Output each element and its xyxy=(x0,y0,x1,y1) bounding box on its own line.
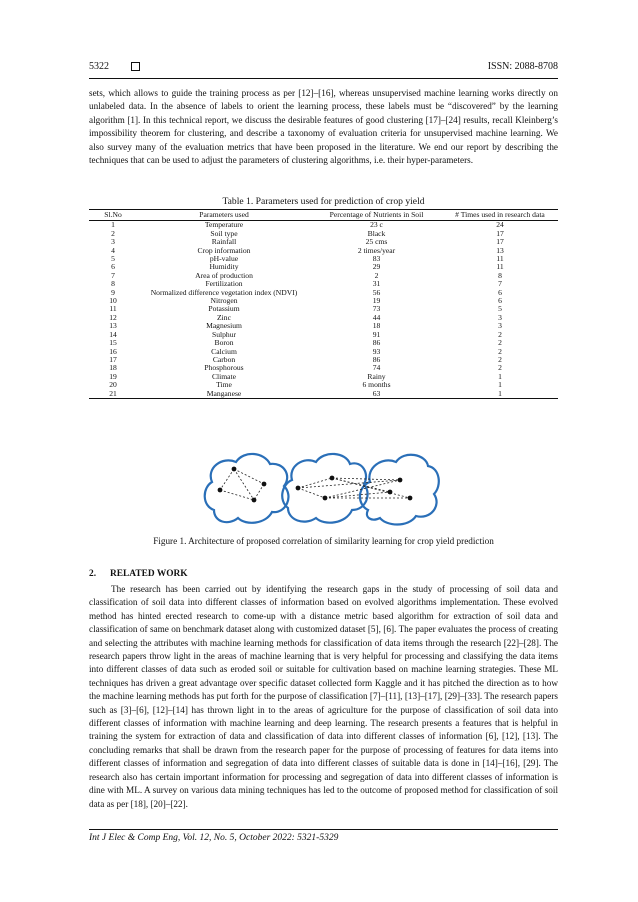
table-cell: 2 xyxy=(498,329,502,339)
cluster-cloud-left xyxy=(205,454,289,523)
data-point xyxy=(232,467,237,472)
table-cell: 5 xyxy=(498,304,502,314)
table-cell: Temperature xyxy=(204,220,244,230)
table-cell: Rainy xyxy=(367,371,386,381)
section-number: 2. xyxy=(89,569,97,579)
table-row xyxy=(89,297,558,305)
column-header: Parameters used xyxy=(137,210,311,221)
table-row xyxy=(89,230,558,238)
table-cell: 91 xyxy=(372,329,381,339)
header-left xyxy=(89,61,140,72)
page-number: 5322 xyxy=(89,60,109,72)
table-cell: 5 xyxy=(111,254,115,264)
table-cell: 74 xyxy=(372,363,381,373)
table-cell: 29 xyxy=(372,262,381,272)
table-cell: 18 xyxy=(372,321,381,331)
table-cell: Black xyxy=(367,228,386,238)
table-cell: Magnesium xyxy=(206,321,242,331)
data-point xyxy=(296,486,301,491)
table-cell: 20 xyxy=(109,380,117,390)
table-cell: 18 xyxy=(109,363,117,373)
table-caption: Table 1. Parameters used for prediction of crop yield xyxy=(222,196,425,207)
table-cell: 25 cms xyxy=(365,237,388,247)
table-cell: 8 xyxy=(111,279,115,289)
table-cell: 2 xyxy=(498,338,502,348)
table-cell: 24 xyxy=(496,220,504,230)
table-cell: 11 xyxy=(109,304,117,314)
cluster-cloud-right xyxy=(360,455,439,525)
table-cell: 1 xyxy=(498,380,502,390)
table-cell: 19 xyxy=(109,371,117,381)
column-header: # Times used in research data xyxy=(442,210,558,221)
table-cell: 13 xyxy=(496,245,504,255)
journal-issn: ISSN: 2088-8708 xyxy=(487,60,558,72)
header-rule xyxy=(89,78,558,79)
table-cell: 11 xyxy=(496,262,504,272)
data-point xyxy=(323,496,328,501)
table-cell: 17 xyxy=(496,237,504,247)
table-cell: Sulphur xyxy=(211,329,237,339)
table-cell: 6 months xyxy=(362,380,391,390)
table-cell: Boron xyxy=(214,338,234,348)
table-cell: Potassium xyxy=(208,304,240,314)
table-row xyxy=(89,348,558,356)
table-cell: Carbon xyxy=(212,354,236,364)
table-cell: 12 xyxy=(109,312,117,322)
table-cell: 86 xyxy=(372,354,381,364)
table-cell: Phosphorous xyxy=(204,363,244,373)
table-row xyxy=(89,305,558,313)
table-cell: Soil type xyxy=(210,228,238,238)
data-point xyxy=(262,482,267,487)
data-points xyxy=(218,467,413,503)
table-cell: 13 xyxy=(109,321,117,331)
data-point xyxy=(330,476,335,481)
table-cell: 21 xyxy=(89,390,137,399)
table-cell: 7 xyxy=(111,270,115,280)
table-cell: 63 xyxy=(311,390,442,399)
table-cell: Humidity xyxy=(209,262,239,272)
related-work-paragraph: The research has been carried out by identifying the research gaps in the study of processing of soil data and classification of soil data into different classes of information based on evolved algorithms implementation. These evolved method has hinted erected research to come-up with a distance metric based algorithm for extraction of soil data and classification of same on benchmark dataset along with customized dataset [5], [6]. The paper evaluates the process of creating and selecting the attributes with machine learning methods for classification of data items through the research [22]–[28]. The research papers throw light in the areas of machine learning that is very helpful for processing and classifying the data items into different classes of data such as eroded soil or suitable for cultivation based on machine learning strategies. These ML techniques has driven a great advantage over specific dataset collected form Kaggle and it has pitched the direction as to how the machine learning methods has put forth for the purpose of classification [7]–[11], [13]–[17], [29]–[33]. The research papers such as [3]–[6], [12]–[14] has thrown light in to the areas of agriculture for the purpose of classification of soil data into different classes of information with machine learning and deep learning. The research presents a features that is helpful in training the system for extraction of data and classification of data into different classes of information [6], [12], [13]. The concluding remarks that shall be drawn from the research paper for the purpose of processing of features for data items into different classes of information and segregation of data into different classes of suitable data is done in [14]–[16], [29]. The research also has certain important information for processing and segregation of data into different classes of information is dine with ML. A survey on various data mining techniques has led to the outcome of proposed method for classification of soil data as per [18], [20]–[22]. xyxy=(89,584,558,809)
table-cell: 2 xyxy=(111,228,115,238)
table-cell: Fertilization xyxy=(205,279,243,289)
table-cell: 2 xyxy=(374,270,379,280)
table-cell: 15 xyxy=(109,338,117,348)
section-heading xyxy=(89,569,188,579)
table-row xyxy=(89,356,558,364)
table-header-row xyxy=(89,210,558,221)
table-cell: 1 xyxy=(442,390,558,399)
table-row xyxy=(89,331,558,339)
data-point xyxy=(388,490,393,495)
table-cell: Zinc xyxy=(217,312,231,322)
table-row xyxy=(89,314,558,322)
table-cell: Normalized difference vegetation index (NDVI) xyxy=(150,287,298,297)
table-cell: Rainfall xyxy=(211,237,237,247)
table-cell: 2 xyxy=(498,346,502,356)
table-cell: 73 xyxy=(372,304,381,314)
table-row xyxy=(89,263,558,271)
table-cell: 6 xyxy=(111,262,115,272)
cluster-cloud-middle xyxy=(282,454,367,523)
table-cell: 23 c xyxy=(370,220,383,230)
data-point xyxy=(252,498,257,503)
table-cell: Manganese xyxy=(137,390,311,399)
page-header xyxy=(89,58,558,74)
table-cell: 6 xyxy=(498,287,502,297)
table-cell: 17 xyxy=(496,228,504,238)
figure-caption: Figure 1. Architecture of proposed correlation of similarity learning for crop yield prediction xyxy=(153,536,494,546)
intro-paragraph: sets, which allows to guide the training process as per [12]–[16], whereas unsupervised machine learning works directly on unlabeled data. In the absence of labels to orient the learning process, these labels must be “discovered” by the learning algorithm [1]. In this technical report, we discuss the desirable features of good clustering [17]–[24] results, recall Kleinberg’s impossibility theorem for clustering, and describe a taxonomy of evaluation criteria for unsupervised machine learning. We also survey many of the evaluation metrics that have been proposed in the literature. We end our report by describing the techniques that can be used to adjust the parameters of clustering algorithms, i.e. their hyper-parameters. xyxy=(89,88,558,166)
table-cell: 3 xyxy=(111,237,115,247)
table-row xyxy=(89,272,558,280)
table-body xyxy=(89,221,558,399)
table-cell: 56 xyxy=(372,287,381,297)
table-row xyxy=(89,322,558,330)
table-cell: 2 xyxy=(498,363,502,373)
table-row xyxy=(89,390,558,399)
table-row xyxy=(89,255,558,263)
table-cell: 14 xyxy=(109,329,117,339)
data-point xyxy=(408,496,413,501)
column-header: Sl.No xyxy=(89,210,137,221)
table-cell: 16 xyxy=(109,346,117,356)
table-row xyxy=(89,364,558,372)
square-bullet-icon xyxy=(131,62,140,71)
table-cell: 31 xyxy=(372,279,381,289)
section-title: RELATED WORK xyxy=(110,569,188,579)
parameters-table xyxy=(89,209,558,399)
table-cell: 2 xyxy=(498,354,502,364)
table-cell: Nitrogen xyxy=(210,296,238,306)
table-cell: 8 xyxy=(498,270,502,280)
table-cell: 1 xyxy=(498,371,502,381)
table-cell: 3 xyxy=(498,312,502,322)
table-cell: Time xyxy=(216,380,232,390)
table-cell: 4 xyxy=(111,245,115,255)
data-point xyxy=(398,478,403,483)
table-cell: 93 xyxy=(372,346,381,356)
table-cell: 19 xyxy=(372,296,381,306)
table-cell: 1 xyxy=(111,220,115,230)
table-cell: pH-value xyxy=(209,254,239,264)
table-cell: 11 xyxy=(496,254,504,264)
footer-citation: Int J Elec & Comp Eng, Vol. 12, No. 5, October 2022: 5321-5329 xyxy=(89,833,339,843)
table-row xyxy=(89,373,558,381)
table-cell: 10 xyxy=(109,296,117,306)
table-cell: 2 times/year xyxy=(357,245,396,255)
table-row xyxy=(89,238,558,246)
table-cell: 17 xyxy=(109,354,117,364)
table-cell: Climate xyxy=(211,371,237,381)
data-point xyxy=(218,488,223,493)
table-cell: 86 xyxy=(372,338,381,348)
table-cell: Calcium xyxy=(211,346,237,356)
similarity-architecture-figure xyxy=(200,448,440,530)
table-cell: 9 xyxy=(111,287,115,297)
table-row xyxy=(89,247,558,255)
table-cell: 44 xyxy=(372,312,381,322)
table-cell: 3 xyxy=(498,321,502,331)
table-cell: 6 xyxy=(498,296,502,306)
table-row xyxy=(89,289,558,297)
table-cell: 7 xyxy=(498,279,502,289)
table-row xyxy=(89,339,558,347)
table-row xyxy=(89,221,558,230)
footer-rule xyxy=(89,829,558,830)
table-cell: Crop information xyxy=(197,245,251,255)
table-cell: Area of production xyxy=(195,270,253,280)
similarity-links xyxy=(220,469,410,500)
table-cell: 83 xyxy=(372,254,381,264)
column-header: Percentage of Nutrients in Soil xyxy=(311,210,442,221)
table-row xyxy=(89,381,558,389)
